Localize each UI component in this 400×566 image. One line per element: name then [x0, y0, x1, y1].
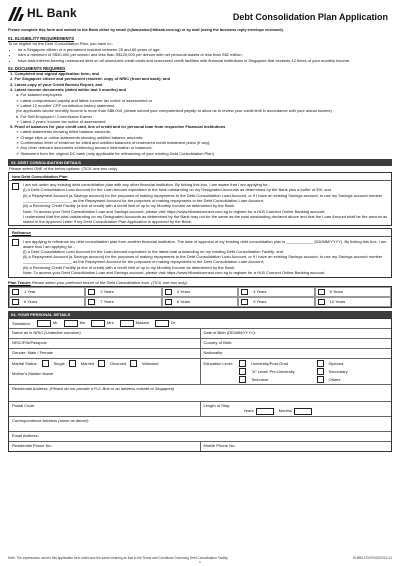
residential-field[interactable] — [9, 385, 391, 401]
form-code: HLBB/LT/DCP/022/2021-01 — [352, 556, 392, 560]
new-plan-text — [23, 182, 388, 225]
document-sub-item: ➢ Latest computerised payslip and latest income tax notice of assessment or — [16, 97, 153, 103]
marital-options — [12, 360, 197, 367]
tenure-checkbox[interactable] — [12, 299, 19, 305]
eligibility-heading: 01. ELIGIBILITY REQUIREMENTS — [8, 35, 75, 41]
dob-field[interactable] — [201, 329, 392, 338]
select-note: Please select ONE of the below options: (TICK one box only) — [9, 166, 118, 172]
tenure-checkbox[interactable] — [241, 289, 248, 295]
tenure-label: 9 Years — [253, 299, 267, 305]
tenure-label: 5 Years — [329, 289, 343, 295]
residential-row — [9, 385, 391, 402]
tenure-option[interactable] — [315, 297, 391, 307]
documents-heading: 02. DOCUMENTS REQUIRED — [8, 65, 66, 71]
document-sub-list — [10, 129, 392, 155]
dob-note: (DD/MM/YYYY): — [226, 329, 256, 335]
marital-checkbox[interactable] — [69, 360, 76, 367]
tenure-checkbox[interactable] — [318, 289, 325, 295]
salutation-checkbox[interactable] — [155, 320, 169, 327]
education-option-label: University/Post-Grad — [251, 360, 288, 366]
name-note: (Underline surname) — [44, 329, 81, 335]
document-item — [10, 71, 392, 76]
document-sub-item: ➢ Confirmation letter of evidence for billed and unbilled balances of unsecured credit instalment plans (if any); — [16, 139, 211, 145]
education-option[interactable] — [317, 376, 388, 383]
option-line: I am not under any existing debt consolidation plan with any other financial institution. By ticking this box, I am aware that I am applying for - — [23, 181, 271, 187]
marital-education-row — [9, 359, 391, 385]
documents-section — [8, 66, 392, 156]
salutation-option[interactable] — [153, 320, 175, 327]
document-sub-item: ➢ Statement from the original DC bank (only applicable for refinancing of your existing Debt Consolidation Plan) — [16, 150, 214, 156]
document-sub-item: b. For Self-Employed / Commission Earner — [16, 113, 93, 119]
education-option-label: "A" Level/ Pre-University — [251, 368, 295, 374]
tenure-option[interactable] — [162, 287, 238, 297]
document-sub-list — [10, 92, 392, 123]
plan-tenure-title: Plan Tenure — [8, 279, 31, 285]
tenure-option[interactable] — [85, 287, 161, 297]
education-option[interactable] — [239, 368, 310, 375]
stay-label: Length of Stay: — [203, 402, 231, 408]
bank-logo-icon — [8, 7, 24, 21]
option-line: Note: To access your Debt Consolidation Loan and Savings account, please visit https://www.hlbankconnect.com.sg to register for a HLB Connect Online Banking account. — [23, 208, 326, 214]
salutation-label-text: Ms — [79, 320, 85, 326]
document-item-text: 1. Completed and signed application form; and — [10, 71, 100, 77]
education-checkbox[interactable] — [239, 376, 246, 383]
birth-country-field[interactable]: Country of Birth: — [203, 339, 233, 345]
footer-note: Note: The expressions used in this application form shall have the same meaning as that in the Terms and Conditions Governing Debt Consolidation Facility. — [8, 556, 229, 560]
salutation-row — [9, 319, 391, 329]
document-item-text: 3. Latest copy of your Credit Bureau Report; and — [10, 81, 103, 87]
salutation-options — [9, 319, 178, 328]
tenure-option[interactable] — [9, 287, 85, 297]
residential-note: (Please do not provide a P.O. Box or an address outside of Singapore) — [49, 385, 175, 391]
education-option-label: Diploma — [328, 360, 344, 366]
documents-list — [8, 71, 392, 155]
education-option[interactable] — [317, 360, 388, 367]
salutation-option[interactable] — [35, 320, 58, 327]
salutation-label-text: Mr — [52, 320, 58, 326]
marital-option-label: Single — [53, 360, 65, 366]
salutation-option[interactable] — [118, 320, 149, 327]
nric-row — [9, 339, 391, 349]
salutation-label-text: Dr — [170, 320, 176, 326]
salutation-label-text: Mrs — [106, 320, 114, 326]
name-label: Name as in NRIC — [12, 329, 44, 335]
marital-option-label: Married — [80, 360, 95, 366]
postal-code-field[interactable]: Postal Code: — [9, 402, 201, 416]
postal-row — [9, 402, 391, 417]
refinance-checkbox[interactable] — [12, 239, 19, 246]
education-cell — [201, 359, 392, 384]
personal-details-table — [8, 318, 392, 452]
marital-checkbox[interactable] — [130, 360, 137, 367]
option-line: (i) a Debt Consolidation Loan Account for the Loan Amount equivalent to the total outstanding on my Designated Accounts as determined by the Bank plus a buffer of 5%; and — [23, 187, 331, 193]
document-sub-item: ➢ Latest 12 months' CPF contribution history statement — [16, 102, 115, 108]
document-item-text: 4. Latest income documents (dated within last 3 months) and — [10, 87, 127, 93]
document-item — [10, 87, 392, 124]
tenure-checkbox[interactable] — [318, 299, 325, 305]
name-row — [9, 329, 391, 339]
document-sub-item: ➢ Latest statements showing billed balance amounts; — [16, 129, 111, 135]
tenure-options — [8, 286, 392, 308]
eligibility-item: • be a Singapore citizen or a permanent resident between 25 and 65 years of age; — [18, 47, 392, 52]
education-option-label: Technical — [251, 376, 268, 382]
marital-cell — [9, 359, 201, 384]
tenure-checkbox[interactable] — [88, 289, 95, 295]
tenure-checkbox[interactable] — [88, 299, 95, 305]
refinance-heading: Refinance — [9, 229, 391, 237]
residential-phone-field[interactable]: Residential Phone No.: — [9, 442, 201, 451]
salutation-label-text: Madam — [135, 320, 149, 326]
marital-option-label: Divorced — [110, 360, 127, 366]
option-line: (iii) a Revolving Credit Facility (a line of credit) with a credit limit of up to my Monthly Income as determined by the Bank. — [23, 264, 236, 270]
tenure-option[interactable] — [162, 297, 238, 307]
tenure-checkbox[interactable] — [165, 299, 172, 305]
refinance-option — [9, 237, 391, 276]
page-header — [8, 0, 392, 32]
email-field[interactable]: Email Address: — [12, 432, 39, 438]
option-line: (iii) a Revolving Credit Facility (a line of credit) with a credit limit of up to my Monthly Income as determined by the Bank. — [23, 203, 236, 209]
document-item — [10, 82, 392, 87]
corr-label: Correspondence Address — [12, 417, 58, 423]
education-label: Education Level: — [203, 360, 234, 366]
eligibility-list — [8, 47, 392, 63]
salutation-label: Salutation: — [12, 320, 31, 326]
section-bar-debt-details: 03. DEBT CONSOLIDATION DETAILS — [8, 159, 392, 166]
nationality-field[interactable]: Nationality: — [203, 349, 224, 355]
name-field[interactable] — [9, 329, 201, 338]
bank-logo-text: HL Bank — [27, 6, 77, 20]
residential-label: Residential Address: — [12, 385, 49, 391]
option-line: (ii) a Repayment Account (a Savings account) for the purposes of making repayments to the Debt Consolidation Loan Account, or if I have an existing Savings account, to use my Savings account number ______________________ as the Repayment Account for the purposes of making repayments to the Debt Consolidation Loan Account; — [23, 192, 383, 203]
document-item — [10, 124, 392, 155]
section-bar-personal-details: 04. YOUR PERSONAL DETAILS — [8, 311, 392, 318]
marital-option-label: Widowed — [142, 360, 159, 366]
marital-label: Marital Status: — [12, 360, 38, 366]
tenure-checkbox[interactable] — [165, 289, 172, 295]
mother-maiden-field[interactable]: Mother's Maiden Name — [12, 370, 54, 376]
education-checkbox[interactable] — [317, 376, 324, 383]
eligibility-item: • earn a minimum of S$30,000 per annum and less than S$120,000 per annum with net personal assets of less than S$2 million; — [18, 52, 392, 57]
document-item-text: 2. For Singapore citizen and permanent resident: copy of NRIC (front and back); and — [10, 76, 171, 82]
length-of-stay-field[interactable] — [201, 402, 392, 416]
tenure-option[interactable] — [238, 297, 314, 307]
nric-field[interactable]: NRIC/FIN/Passport: — [9, 339, 201, 348]
salutation-checkbox[interactable] — [120, 320, 134, 327]
salutation-option[interactable] — [89, 320, 114, 327]
email-row — [9, 432, 391, 442]
tenure-label: 10 Years — [329, 299, 346, 305]
education-option[interactable] — [317, 368, 388, 375]
years-label: Years — [243, 408, 254, 414]
gender-field[interactable]: Gender: Male / Female — [9, 349, 201, 358]
gender-row — [9, 349, 391, 359]
tenure-option[interactable] — [9, 297, 85, 307]
tenure-checkbox[interactable] — [241, 299, 248, 305]
education-checkbox[interactable] — [317, 368, 324, 375]
document-sub-item: ➢ Charge slips or online statements showing unbilled balance amounts; — [16, 134, 144, 140]
option-line: I understand that the total outstanding on my Designated Accounts as determined by the Bank may not be the same as the total outstanding declared above and that the Loan Amount shall be the amount as stated in the Approval Letter if my Debt Consolidation Plan Application is approved by the Bank. — [23, 213, 388, 224]
correspondence-row — [9, 417, 391, 432]
tenure-label: 1 Year — [24, 289, 36, 295]
phone-row — [9, 442, 391, 451]
salutation-checkbox[interactable] — [91, 320, 105, 327]
education-option-label: Secondary — [328, 368, 348, 374]
plan-tenure-section — [8, 280, 392, 308]
eligibility-section — [8, 36, 392, 63]
salutation-checkbox[interactable] — [37, 320, 51, 327]
months-label: Months — [278, 408, 292, 414]
education-option-label: Others — [328, 376, 341, 382]
dob-label: Date of Birth — [203, 329, 226, 335]
tenure-label: 3 Years — [176, 289, 191, 295]
application-page — [8, 0, 392, 564]
marital-checkbox[interactable] — [98, 360, 105, 367]
tenure-option[interactable] — [315, 287, 391, 297]
education-checkbox[interactable] — [317, 360, 324, 367]
years-box[interactable] — [256, 408, 274, 415]
eligibility-item: • have total interest-bearing unsecured debt on all unsecured credit cards and unsecured credit facilities with financial institutions in Singapore that exceeds 12 times of your monthly income. — [18, 58, 392, 63]
document-title: Debt Consolidation Plan Application — [232, 12, 388, 22]
mobile-phone-field[interactable]: Mobile Phone No.: — [203, 442, 237, 448]
tenure-label: 7 Years — [100, 299, 114, 305]
tenure-option[interactable] — [85, 297, 161, 307]
submission-instruction: Please complete this form and submit to the Bank either by email @(loansales@hlbank.com.sg) or by mail (using the business reply envelope enclosed). — [8, 28, 284, 32]
education-checkbox[interactable] — [239, 368, 246, 375]
eligibility-intro: To be eligible for the Debt Consolidation Plan, you have to:- — [8, 41, 114, 47]
months-box[interactable] — [294, 408, 312, 415]
document-item — [10, 76, 392, 81]
plan-tenure-note: Please select your preferred tenure of the Debt Consolidation loan. (TICK one box only). — [31, 279, 188, 285]
education-option[interactable] — [239, 376, 310, 383]
corr-note: (same as above): — [58, 417, 90, 423]
new-plan-box — [8, 172, 392, 227]
refinance-box — [8, 228, 392, 277]
document-sub-item: a. For salaried employees — [16, 92, 63, 98]
marital-checkbox[interactable] — [42, 360, 49, 367]
education-checkbox[interactable] — [239, 360, 246, 367]
document-item-text: 5. Proof of balances for your credit card, line of credit and /or personal loan from respective Financial Institutions — [10, 124, 226, 130]
document-sub-item: ➢ Latest 2 years' income tax notice of assessment — [16, 118, 106, 124]
tenure-label: 4 Years — [253, 289, 267, 295]
new-plan-heading: New Debt Consolidation Plan — [9, 173, 391, 181]
document-sub-item: ➢ Any other relevant documents evidencing account information or balances; — [16, 145, 153, 151]
education-options — [204, 360, 389, 383]
option-line: (i) a Debt Consolidation Loan Account for the Loan Amount equivalent to the latest total outstanding on my existing Debt Consolidation Facility; and — [23, 249, 283, 255]
new-plan-option — [9, 181, 391, 226]
tenure-label: 6 Years — [24, 299, 38, 305]
option-line: I am applying to refinance my debt consolidation plan from another financial institution. The date of approval of my existing debt consolidation plan is ____________ (DD/MM/YYYY). By ticking this box, I am aware that I am applying for - — [23, 238, 387, 249]
tenure-checkbox[interactable] — [12, 289, 19, 295]
refinance-text — [23, 238, 388, 275]
document-sub-item: (for applicants whose monthly income is more than S$6,000, please submit your computerised payslip to allow us to review your credit limit in accordance with your actual income) — [16, 108, 332, 114]
new-plan-checkbox[interactable] — [12, 183, 19, 190]
page-number: 1 — [199, 560, 201, 564]
option-line: (ii) a Repayment Account (a Savings account) for the purposes of making repayments to the Debt Consolidation Loan Account, or if I have an existing Savings account, to use my Savings account number ______________________ as the Repayment Account for the purposes of making repayments to the Debt Consolidation Loan Account; — [23, 254, 383, 265]
tenure-label: 2 Years — [100, 289, 114, 295]
salutation-checkbox[interactable] — [64, 320, 78, 327]
education-option[interactable] — [239, 360, 310, 367]
salutation-option[interactable] — [62, 320, 85, 327]
tenure-label: 8 Years — [176, 299, 191, 305]
tenure-option[interactable] — [238, 287, 314, 297]
bank-logo — [8, 6, 77, 21]
option-line: Note: To access your Debt Consolidation Loan and Savings account, please visit https://www.hlbankconnect.com.sg to register for a HLB Connect Online Banking account. — [23, 270, 326, 276]
correspondence-field[interactable] — [9, 417, 391, 431]
